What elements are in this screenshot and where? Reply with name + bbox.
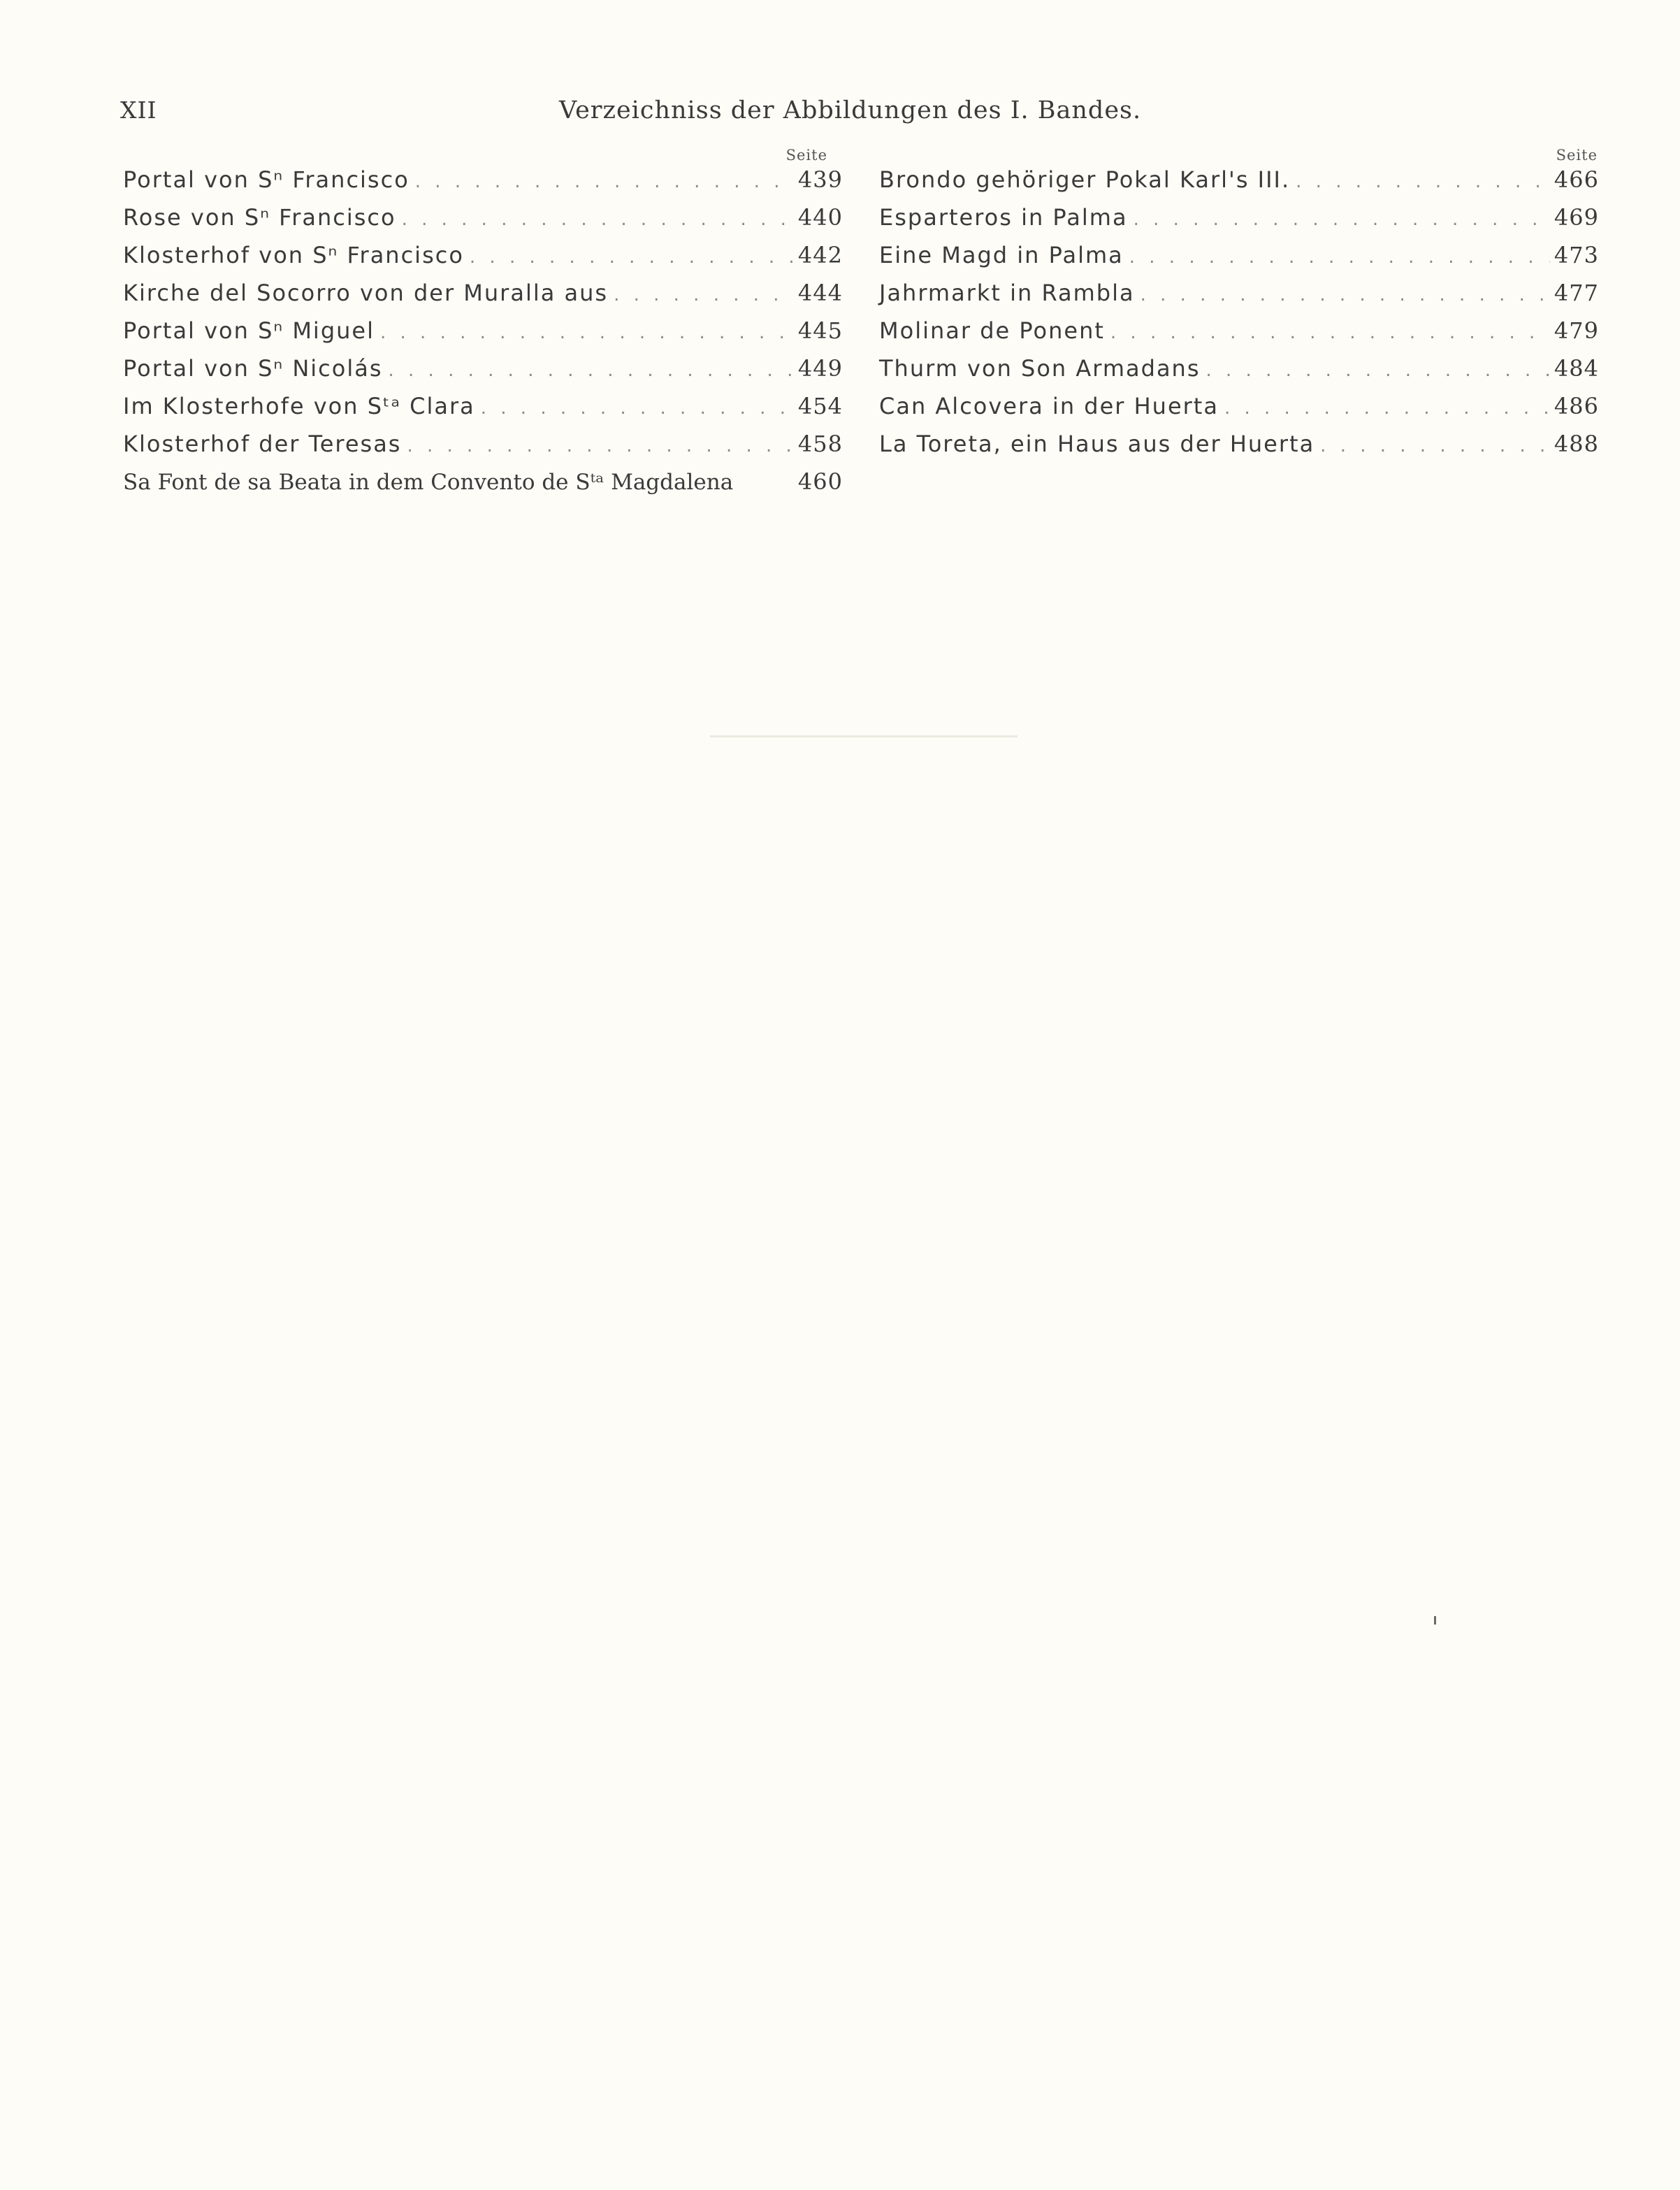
entry-page: 488 (1554, 431, 1599, 457)
entry-page: 466 (1554, 166, 1599, 193)
entry-page: 440 (797, 204, 843, 231)
entry-page: 460 (797, 468, 843, 495)
list-item (879, 393, 1599, 431)
list-item (879, 166, 1599, 204)
dot-leader (1124, 247, 1550, 268)
entry-page: 479 (1554, 317, 1599, 344)
dot-leader (475, 398, 794, 419)
page-column-header: Seite (1556, 147, 1598, 164)
dot-leader (396, 209, 794, 230)
list-item (879, 280, 1599, 317)
entry-title: Portal von Sⁿ Nicolás (123, 355, 383, 382)
entry-title: Esparteros in Palma (879, 204, 1128, 231)
dot-leader (1290, 171, 1550, 192)
list-item (879, 431, 1599, 468)
entry-title: Portal von Sⁿ Miguel (123, 317, 375, 344)
section-divider (710, 735, 1018, 737)
entry-title: Portal von Sⁿ Francisco (123, 166, 410, 193)
entry-page: 454 (797, 393, 843, 419)
entry-title: Im Klosterhofe von Sᵗᵃ Clara (123, 393, 475, 419)
list-item (123, 431, 843, 468)
left-column (123, 147, 843, 506)
entry-page: 439 (797, 166, 843, 193)
entry-page: 449 (797, 355, 843, 382)
list-item (123, 393, 843, 431)
list-item (879, 355, 1599, 393)
entry-title: Kirche del Socorro von der Muralla aus (123, 280, 609, 306)
entry-page: 484 (1554, 355, 1599, 382)
list-item (879, 317, 1599, 355)
dot-leader (410, 171, 794, 192)
dot-leader (1201, 360, 1551, 381)
entry-page: 444 (797, 280, 843, 306)
entry-title: Eine Magd in Palma (879, 242, 1124, 268)
dot-leader (1128, 209, 1550, 230)
page-folio: XII (120, 96, 157, 124)
entry-page: 469 (1554, 204, 1599, 231)
list-item (123, 280, 843, 317)
running-head (120, 96, 1602, 131)
entry-title: Klosterhof der Teresas (123, 431, 402, 457)
entry-title: La Toreta, ein Haus aus der Huerta (879, 431, 1315, 457)
dot-leader (382, 360, 794, 381)
entry-title: Can Alcovera in der Huerta (879, 393, 1219, 419)
entry-title: Thurm von Son Armadans (879, 355, 1201, 382)
list-item (123, 166, 843, 204)
entry-title: Molinar de Ponent (879, 317, 1105, 344)
list-item (123, 355, 843, 393)
entry-page: 458 (797, 431, 843, 457)
dot-leader (1135, 284, 1550, 305)
list-item (879, 204, 1599, 242)
dot-leader (401, 435, 794, 456)
dot-leader (1105, 322, 1550, 343)
entry-title: Brondo gehöriger Pokal Karl's III. (879, 166, 1291, 193)
entry-page: 477 (1554, 280, 1599, 306)
dot-leader (464, 247, 794, 268)
dot-leader (1315, 435, 1550, 456)
dot-leader (1219, 398, 1550, 419)
entry-title: Klosterhof von Sⁿ Francisco (123, 242, 464, 268)
entry-title: Sa Font de sa Beata in dem Convento de Sᵗᵃ Magdalena (123, 470, 734, 495)
entry-page: 473 (1554, 242, 1599, 268)
list-item (123, 317, 843, 355)
entry-title: Rose von Sⁿ Francisco (123, 204, 396, 231)
entry-page: 486 (1554, 393, 1599, 419)
entry-page: 445 (797, 317, 843, 344)
list-item (879, 242, 1599, 280)
entry-page: 442 (797, 242, 843, 268)
list-item (123, 242, 843, 280)
dot-leader (375, 322, 794, 343)
print-speck (1434, 1616, 1436, 1625)
right-column (879, 147, 1599, 468)
list-item (123, 204, 843, 242)
page-title: Verzeichniss der Abbildungen des I. Bandes. (559, 96, 1142, 124)
dot-leader (608, 284, 794, 305)
page-column-header: Seite (785, 147, 827, 164)
list-item (123, 468, 843, 506)
entry-title: Jahrmarkt in Rambla (879, 280, 1135, 306)
